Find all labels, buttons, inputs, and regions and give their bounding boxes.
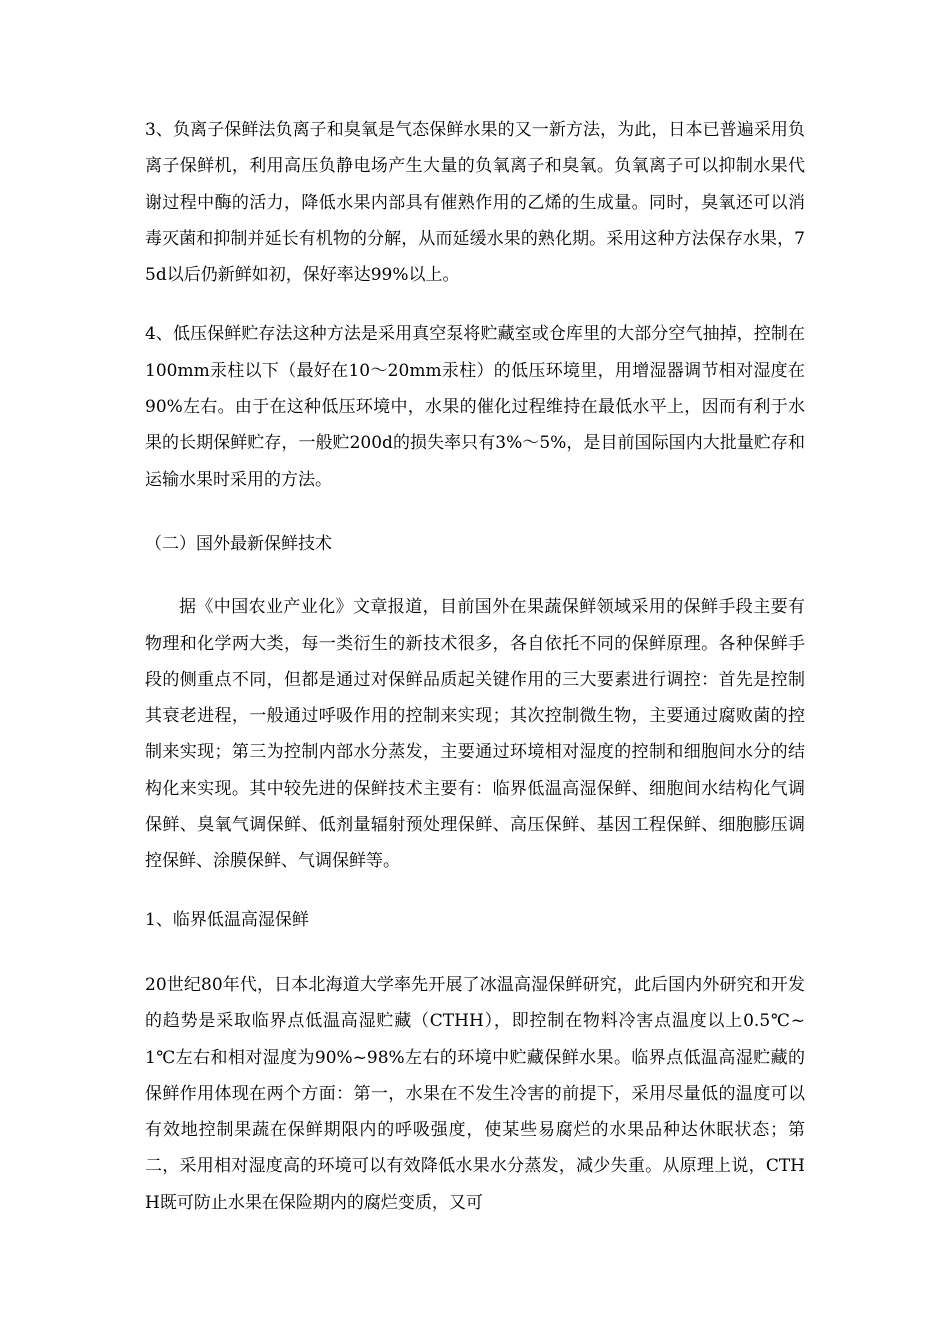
document-page (145, 112, 805, 1221)
section-heading-foreign-technology: （二）国外最新保鲜技术 (145, 533, 332, 554)
paragraph-foreign-technology-overview: 据《中国农业产业化》文章报道，目前国外在果蔬保鲜领域采用的保鲜手段主要有物理和化学两大类，每一类衍生的新技术很多，各自依托不同的保鲜原理。各种保鲜手段的侧重点不同，但都是通过对保鲜品质起关键作用的三大要素进行调控：首先是控制其衰老进程，一般通过呼吸作用的控制来实现；其次控制微生物，主要通过腐败菌的控制来实现；第三为控制内部水分蒸发，主要通过环境相对湿度的控制和细胞间水分的结构化来实现。其中较先进的保鲜技术主要有：临界低温高湿保鲜、细胞间水结构化气调保鲜、臭氧气调保鲜、低剂量辐射预处理保鲜、高压保鲜、基因工程保鲜、细胞膨压调控保鲜、涂膜保鲜、气调保鲜等。 (145, 597, 805, 872)
subheading-critical-low-temperature: 1、临界低温高湿保鲜 (145, 909, 309, 930)
paragraph-negative-ion-preservation: 3、负离子保鲜法负离子和臭氧是气态保鲜水果的又一新方法，为此，日本已普遍采用负离子保鲜机，利用高压负静电场产生大量的负氧离子和臭氧。负氧离子可以抑制水果代谢过程中酶的活力，降低水果内部具有催熟作用的乙烯的生成量。同时，臭氧还可以消毒灭菌和抑制并延长有机物的分解，从而延缓水果的熟化期。采用这种方法保存水果，75d以后仍新鲜如初，保好率达99%以上。 (145, 120, 805, 286)
paragraph-cthh-storage: 20世纪80年代，日本北海道大学率先开展了冰温高湿保鲜研究，此后国内外研究和开发的趋势是采取临界点低温高湿贮藏（CTHH），即控制在物料冷害点温度以上0.5℃~1℃左右和相对湿度为90%~98%左右的环境中贮藏保鲜水果。临界点低温高湿贮藏的保鲜作用体现在两个方面：第一，水果在不发生冷害的前提下，采用尽量低的温度可以有效地控制果蔬在保鲜期限内的呼吸强度，使某些易腐烂的水果品种达休眠状态；第二，采用相对湿度高的环境可以有效降低水果水分蒸发，减少失重。从原理上说，CTHH既可防止水果在保险期内的腐烂变质，又可 (145, 974, 805, 1213)
paragraph-low-pressure-storage: 4、低压保鲜贮存法这种方法是采用真空泵将贮藏室或仓库里的大部分空气抽掉，控制在100mm汞柱以下（最好在10～20mm汞柱）的低压环境里，用增湿器调节相对湿度在90%左右。由于在这种低压环境中，水果的催化过程维持在最低水平上，因而有利于水果的长期保鲜贮存，一般贮200d的损失率只有3%～5%，是目前国际国内大批量贮存和运输水果时采用的方法。 (145, 324, 805, 490)
